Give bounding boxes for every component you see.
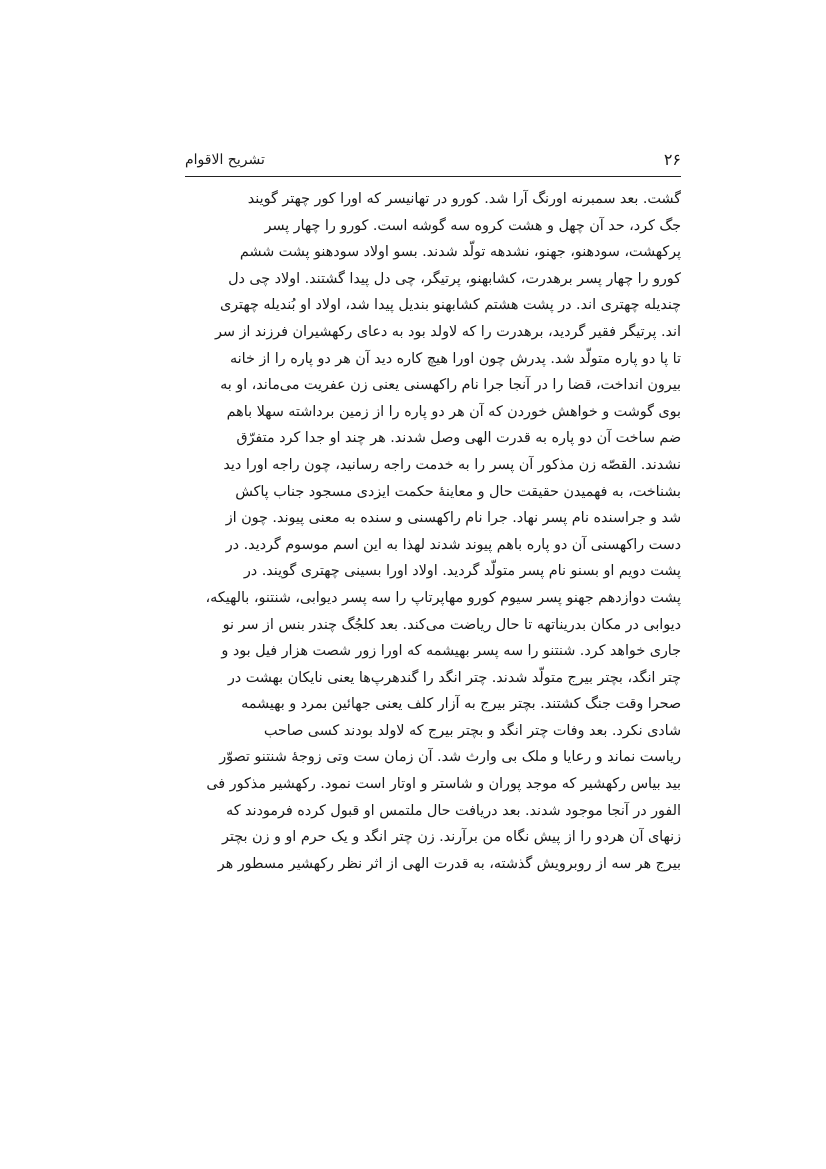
text-line: بیرون انداخت، قضا را در آنجا جرا نام راکهسنی یعنی زن عفریت می‌ماند، او به [220, 377, 681, 394]
text-line: جگ کرد، حد آن چهل و هشت کروه سه گوشه است. کورو را چهار پسر [264, 217, 681, 234]
page-number: ۲۶ [663, 150, 681, 169]
text-line: چتر انگد، بچتر بیرج متولّد شدند. چتر انگد را گندهرپ‌ها یعنی نایکان بهشت در [227, 669, 681, 686]
text-line: جاری خواهد کرد. شنتنو را سه پسر بهیشمه که اورا زور شصت هزار فیل بود و [221, 643, 681, 660]
text-line: پرکهشت، سودهنو، جهنو، نشدهه تولّد شدند. بسو اولاد سودهنو پشت ششم [239, 244, 681, 261]
body-text [185, 186, 681, 877]
text-line: دیوابی در مکان بدریناتهه تا حال ریاضت می‌کند. بعد کلجُگ چندر بنس از سر نو [222, 616, 681, 633]
header-rule [185, 176, 681, 177]
text-line: زنهای آن هردو را از پیش نگاه من برآرند. زن چتر انگد و یک حرم او و زن بچتر [222, 829, 681, 846]
running-title: تشریح الاقوام [185, 152, 265, 168]
text-line: بید بیاس رکهشیر که موجد پوران و شاستر و اوتار است نمود. رکهشیر مذکور فی [206, 776, 681, 793]
text-line: کورو را چهار پسر برهدرت، کشابهنو، پرتیگر، چی دل پیدا گشتند. اولاد چی دل [228, 270, 681, 287]
text-line: نشدند. القصّه زن مذکور آن پسر را به خدمت راجه رسانید، چون راجه اورا دید [223, 456, 681, 473]
text-line: پشت دوازدهم جهنو پسر سیوم کورو مهاپرتاپ را سه پسر دیوابی، شنتنو، بالهیکه، [205, 589, 681, 606]
text-line: بیرج هر سه از روبرویش گذشته، به قدرت الهی از اثر نظر رکهشیر مسطور هر [217, 855, 681, 872]
text-line: گشت. بعد سمبرنه اورنگ آرا شد. کورو در تهانیسر که اورا کور چهتر گویند [247, 191, 681, 207]
text-line: بوی گوشت و خواهش خوردن که آن هر دو پاره را از زمین برداشته سهلا باهم [226, 403, 681, 420]
text-line: چندیله چهتری اند. در پشت هشتم کشابهنو بندیل پیدا شد، اولاد او بُندیله چهتری [219, 297, 681, 314]
page-header [185, 146, 681, 176]
text-line: صحرا وقت جنگ کشتند. بچتر بیرج به آزار کلف یعنی جهائین بمرد و بهیشمه [241, 696, 681, 713]
text-line: پشت دویم او بسنو نام پسر متولّد گردید. اولاد اورا بسینی چهتری گویند. در [243, 563, 681, 580]
text-line: ریاست نماند و رعایا و ملک بی وارث شد. آن زمان ست وتی زوجهٔ شنتنو تصوّر [219, 749, 681, 766]
text-line: بشناخت، به فهمیدن حقیقت حال و معاینهٔ حکمت ایزدی مسجود جناب پاکش [235, 483, 681, 500]
text-line: دست راکهسنی آن دو پاره باهم پیوند شدند لهذا به این اسم موسوم گردید. در [225, 536, 681, 553]
text-line: اند. پرتیگر فقیر گردید، برهدرت را که لاولد بود به دعای رکهشیران فرزند از سر [215, 323, 681, 340]
text-line: تا پا دو پاره متولّد شد. پدرش چون اورا هیچ کاره دید آن هر دو پاره را از خانه [229, 350, 681, 367]
text-line: ضم ساخت آن دو پاره به قدرت الهی وصل شدند. هر چند او جدا کرد متفرّق [236, 430, 681, 447]
text-line: الفور در آنجا موجود شدند. بعد دریافت حال ملتمس او قبول کرده فرمودند که [226, 802, 681, 819]
text-line: شد و جراسنده نام پسر نهاد. جرا نام راکهسنی و سنده به معنی پیوند. چون از [225, 510, 681, 527]
text-line: شادی نکرد. بعد وفات چتر انگد و بچتر بیرج که لاولد بودند کسی صاحب [263, 722, 681, 739]
